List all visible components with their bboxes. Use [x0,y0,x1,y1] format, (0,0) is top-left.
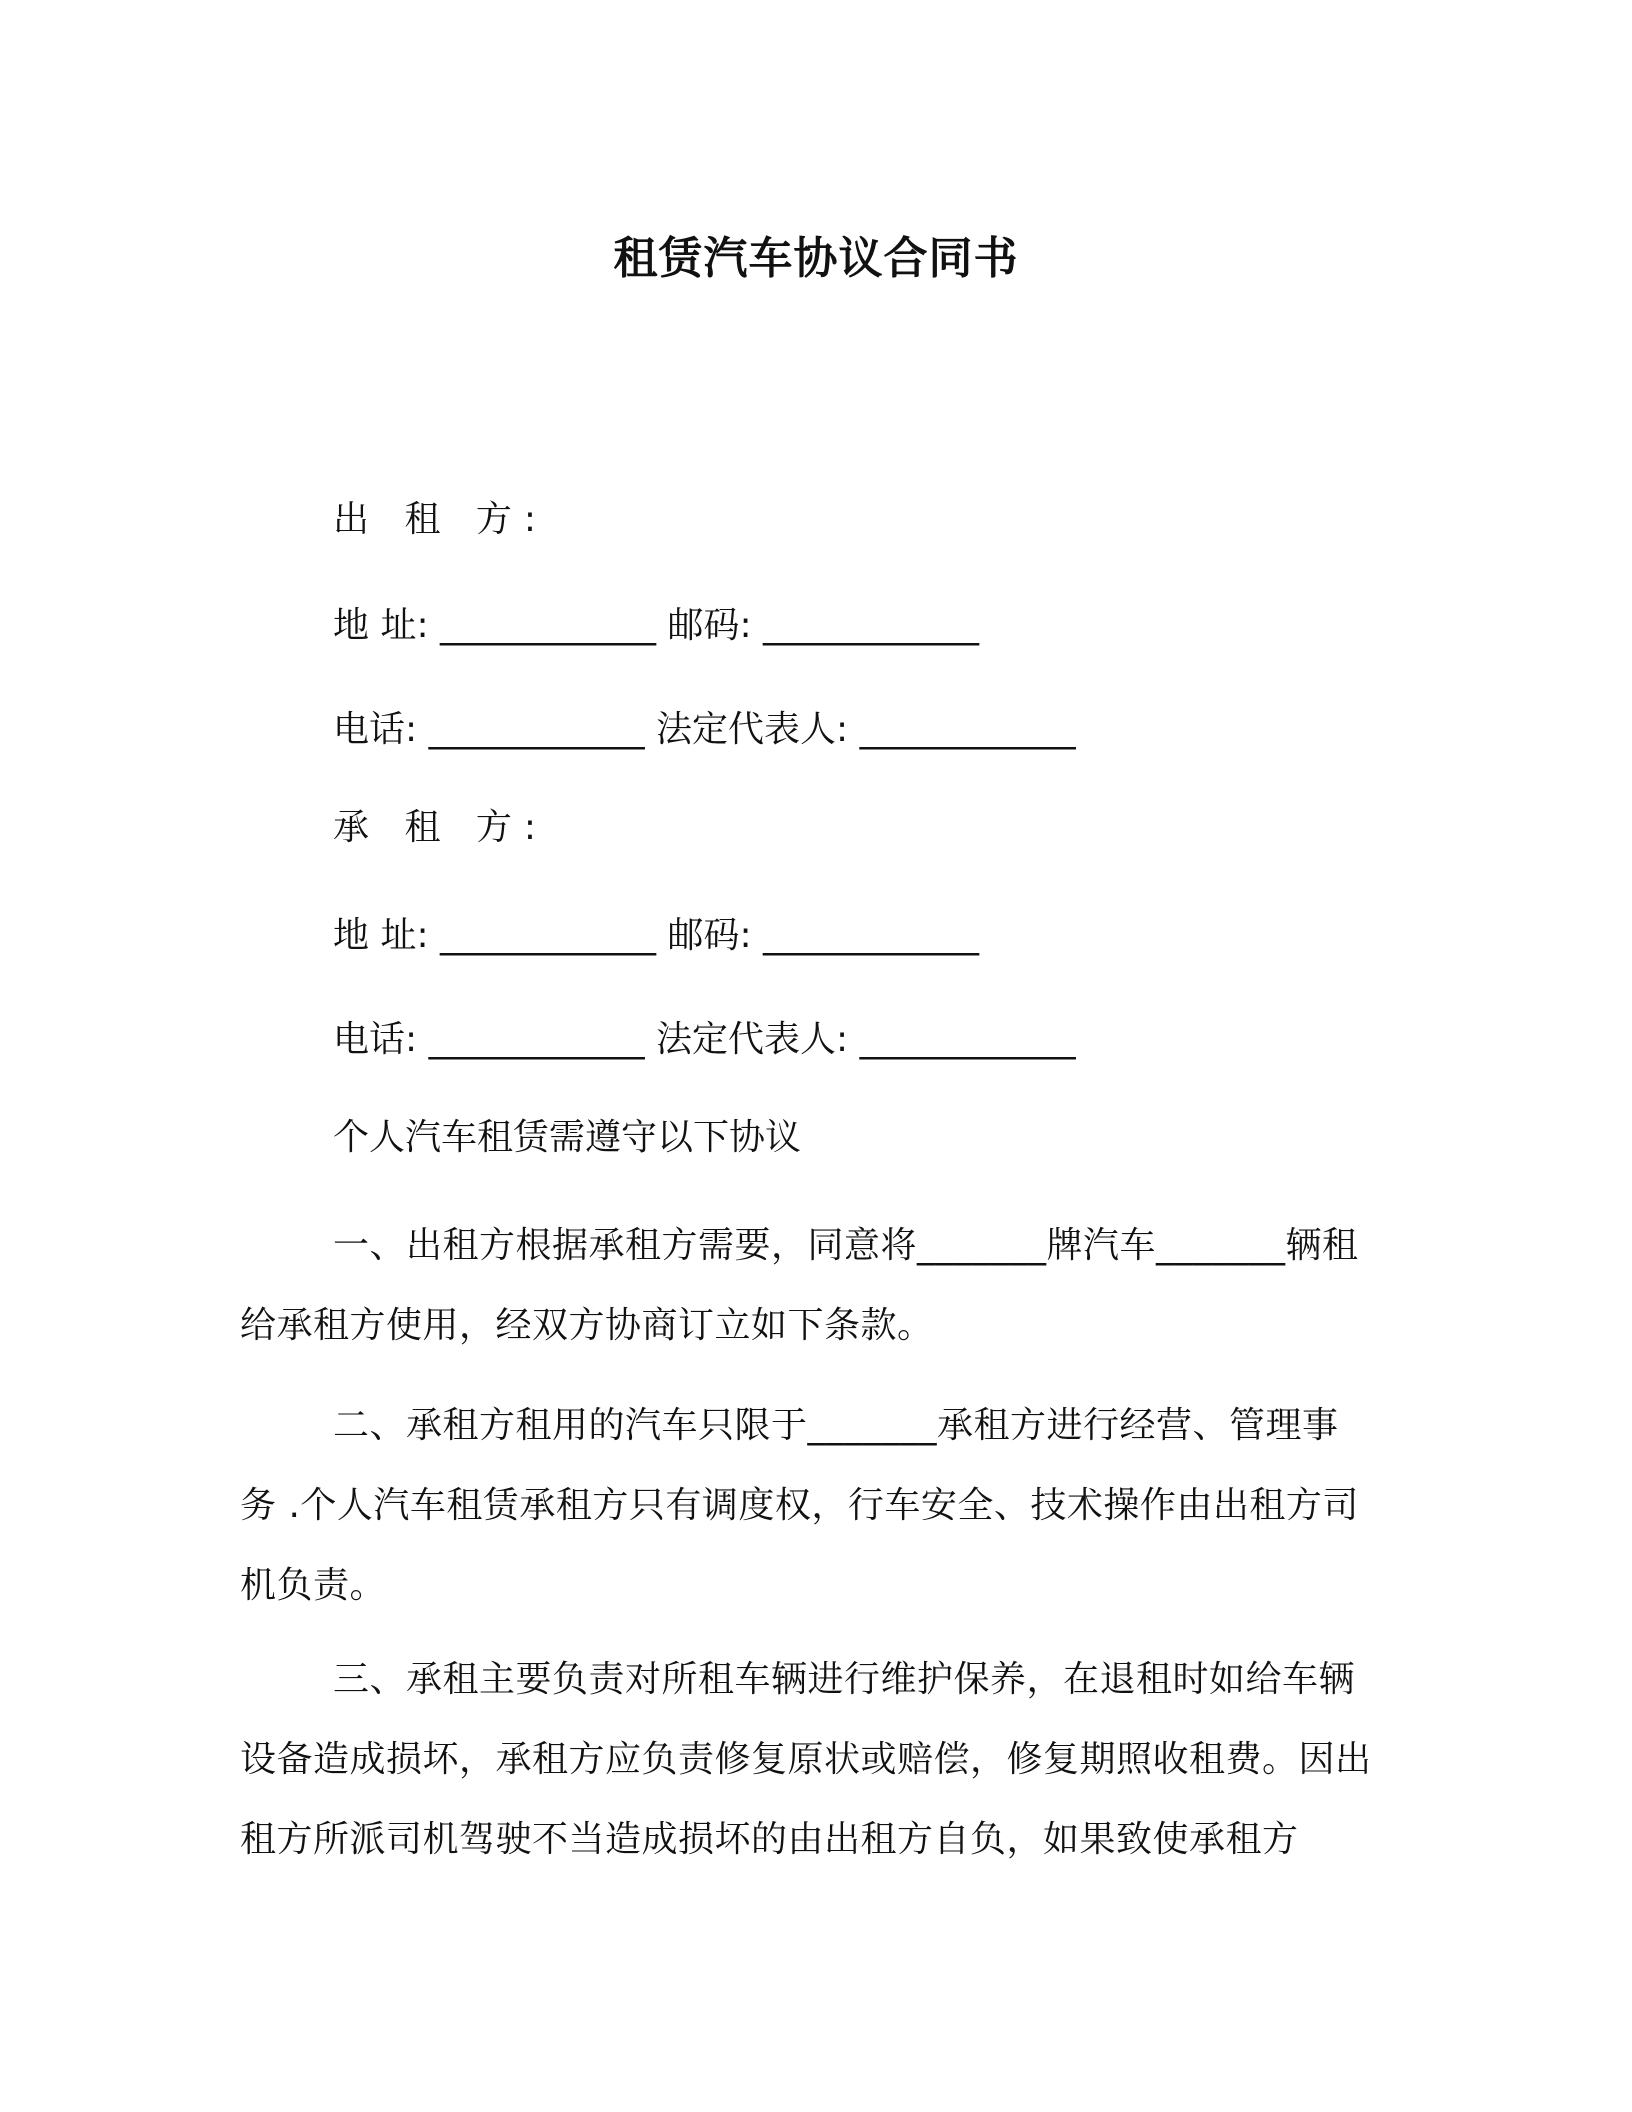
lessor-phone-line: 电话: ____________ 法定代表人: ____________ [333,709,1076,750]
lessor-heading: 出 租 方: [333,499,549,540]
lessee-address-line: 地 址: ____________ 邮码: ____________ [333,915,980,956]
lessee-heading: 承 租 方: [333,807,549,848]
clause-3: 三、承租主要负责对所租车辆进行维护保养，在退租时如给车辆设备造成损坏，承租方应负责修复原状或赔偿，修复期照收租费。因出租方所派司机驾驶不当造成损坏的由出租方自负，如果致使承租方 [240,1659,1372,1860]
lessee-phone-line: 电话: ____________ 法定代表人: ____________ [333,1019,1076,1060]
lessor-address-line: 地 址: ____________ 邮码: ____________ [333,605,980,646]
clause-1: 一、出租方根据承租方需要，同意将_______牌汽车_______辆租给承租方使用，经双方协商订立如下条款。 [240,1225,1359,1346]
document-title: 租赁汽车协议合同书 [613,233,1019,284]
clause-2: 二、承租方租用的汽车只限于_______承租方进行经营、管理事务 .个人汽车租赁承租方只有调度权，行车安全、技术操作由出租方司机负责。 [240,1405,1359,1606]
intro-line: 个人汽车租赁需遵守以下协议 [333,1117,802,1158]
